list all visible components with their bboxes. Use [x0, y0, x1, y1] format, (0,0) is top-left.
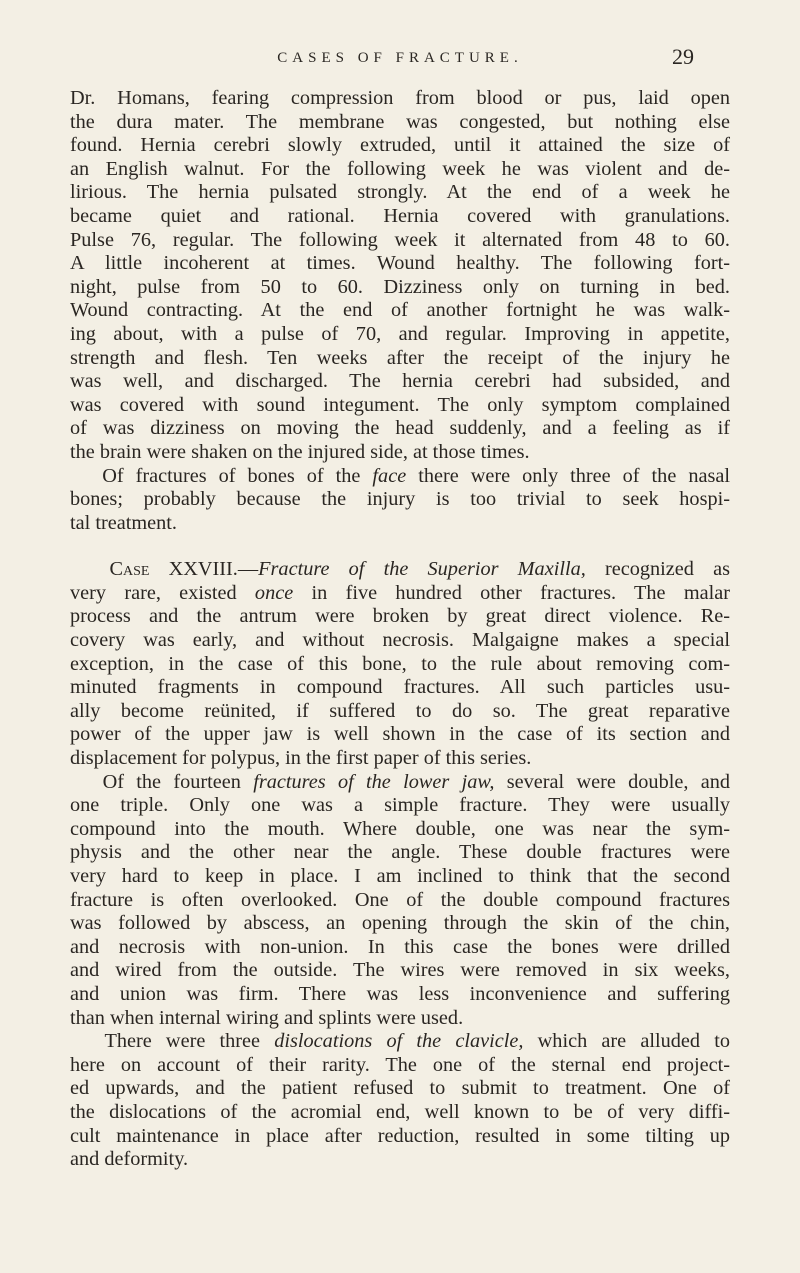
text-line: exception, in the case of this bone, to the rule about removing com-: [70, 652, 730, 675]
text-line: the dura mater. The membrane was congested, but nothing else: [70, 110, 730, 133]
text-line: ally become reünited, if suffered to do so. The great reparative: [70, 699, 730, 722]
small-caps-text: Case: [70, 558, 150, 581]
text-line: fracture is often overlooked. One of the double compound fractures: [70, 888, 730, 911]
text-line: ed upwards, and the patient refused to submit to treatment. One of: [70, 1077, 730, 1100]
paragraph-gap: [70, 535, 730, 558]
text-line: found. Hernia cerebri slowly extruded, until it attained the size of: [70, 134, 730, 157]
text-line: strength and flesh. Ten weeks after the receipt of the injury he: [70, 346, 730, 369]
text-line: process and the antrum were broken by great direct violence. Re-: [70, 605, 730, 628]
text-segment: recognized as: [585, 558, 731, 581]
text-line: lirious. The hernia pulsated strongly. At the end of a week he: [70, 181, 730, 204]
text-line: than when internal wiring and splints were used.: [70, 1006, 464, 1029]
text-segment: there were only three of the nasal: [406, 464, 730, 487]
italic-text: once: [254, 581, 294, 604]
text-line: tal treatment.: [70, 511, 177, 534]
text-line: A little incoherent at times. Wound healthy. The following fort-: [70, 252, 730, 275]
text-line: ing about, with a pulse of 70, and regular. Improving in appetite,: [70, 322, 730, 345]
italic-text: face: [372, 464, 407, 487]
text-line: covery was early, and without necrosis. Malgaigne makes a special: [70, 629, 730, 652]
text-segment: in five hundred other fractures. The malar: [293, 581, 730, 604]
text-line: [70, 771, 730, 795]
text-line: [70, 558, 730, 582]
text-line: the brain were shaken on the injured side, at those times.: [70, 440, 530, 463]
text-line: an English walnut. For the following week he was violent and de-: [70, 157, 730, 180]
text-line: was well, and discharged. The hernia cerebri had subsided, and: [70, 370, 730, 393]
text-segment: XXVIII.—: [149, 558, 259, 581]
text-line: and deformity.: [70, 1148, 189, 1171]
text-line: the dislocations of the acromial end, well known to be of very diffi-: [70, 1100, 730, 1123]
text-line: physis and the other near the angle. These double fractures were: [70, 841, 730, 864]
body-text: [70, 87, 730, 1172]
text-segment: several were double, and: [494, 770, 730, 793]
text-line: [70, 465, 730, 489]
text-line: displacement for polypus, in the first paper of this series.: [70, 747, 532, 770]
text-segment: Of the fourteen: [70, 770, 254, 793]
text-line: night, pulse from 50 to 60. Dizziness only on turning in bed.: [70, 275, 730, 298]
text-segment: which are alluded to: [523, 1030, 730, 1053]
text-line: one triple. Only one was a simple fracture. They were usually: [70, 794, 730, 817]
text-segment: very rare, existed: [70, 581, 255, 604]
text-line: bones; probably because the injury is too trivial to seek hospi-: [70, 488, 730, 511]
text-line: was covered with sound integument. The only symptom complained: [70, 393, 730, 416]
running-title: CASES OF FRACTURE.: [277, 50, 523, 66]
text-line: very hard to keep in place. I am inclined to think that the second: [70, 865, 730, 887]
text-line: became quiet and rational. Hernia covered with granulations.: [70, 204, 730, 227]
text-line: Dr. Homans, fearing compression from blood or pus, laid open: [70, 87, 730, 109]
text-line: and necrosis with non-union. In this case the bones were drilled: [70, 935, 730, 958]
text-line: was followed by abscess, an opening through the skin of the chin,: [70, 912, 730, 935]
italic-text: dislocations of the clavicle,: [274, 1030, 524, 1053]
page-number: 29: [672, 44, 694, 69]
text-line: power of the upper jaw is well shown in the case of its section and: [70, 723, 730, 746]
text-line: of was dizziness on moving the head suddenly, and a feeling as if: [70, 417, 730, 440]
text-line: Pulse 76, regular. The following week it alternated from 48 to 60.: [70, 228, 730, 251]
text-line: [70, 1030, 730, 1054]
text-segment: Of fractures of bones of the: [70, 464, 373, 487]
text-line: and wired from the outside. The wires were removed in six weeks,: [70, 959, 730, 982]
text-line: compound into the mouth. Where double, one was near the sym-: [70, 817, 730, 840]
italic-text: fractures of the lower jaw,: [253, 770, 495, 793]
text-line: and union was firm. There was less inconvenience and suffering: [70, 982, 730, 1005]
text-line: cult maintenance in place after reduction, resulted in some tilting up: [70, 1124, 730, 1147]
italic-text: Fracture of the Superior Maxilla,: [258, 558, 586, 581]
text-line: [70, 582, 730, 606]
text-line: minuted fragments in compound fractures. All such particles usu-: [70, 676, 730, 699]
text-segment: There were three: [70, 1030, 275, 1053]
text-line: Wound contracting. At the end of another fortnight he was walk-: [70, 299, 730, 322]
text-line: here on account of their rarity. The one of the sternal end project-: [70, 1053, 730, 1076]
